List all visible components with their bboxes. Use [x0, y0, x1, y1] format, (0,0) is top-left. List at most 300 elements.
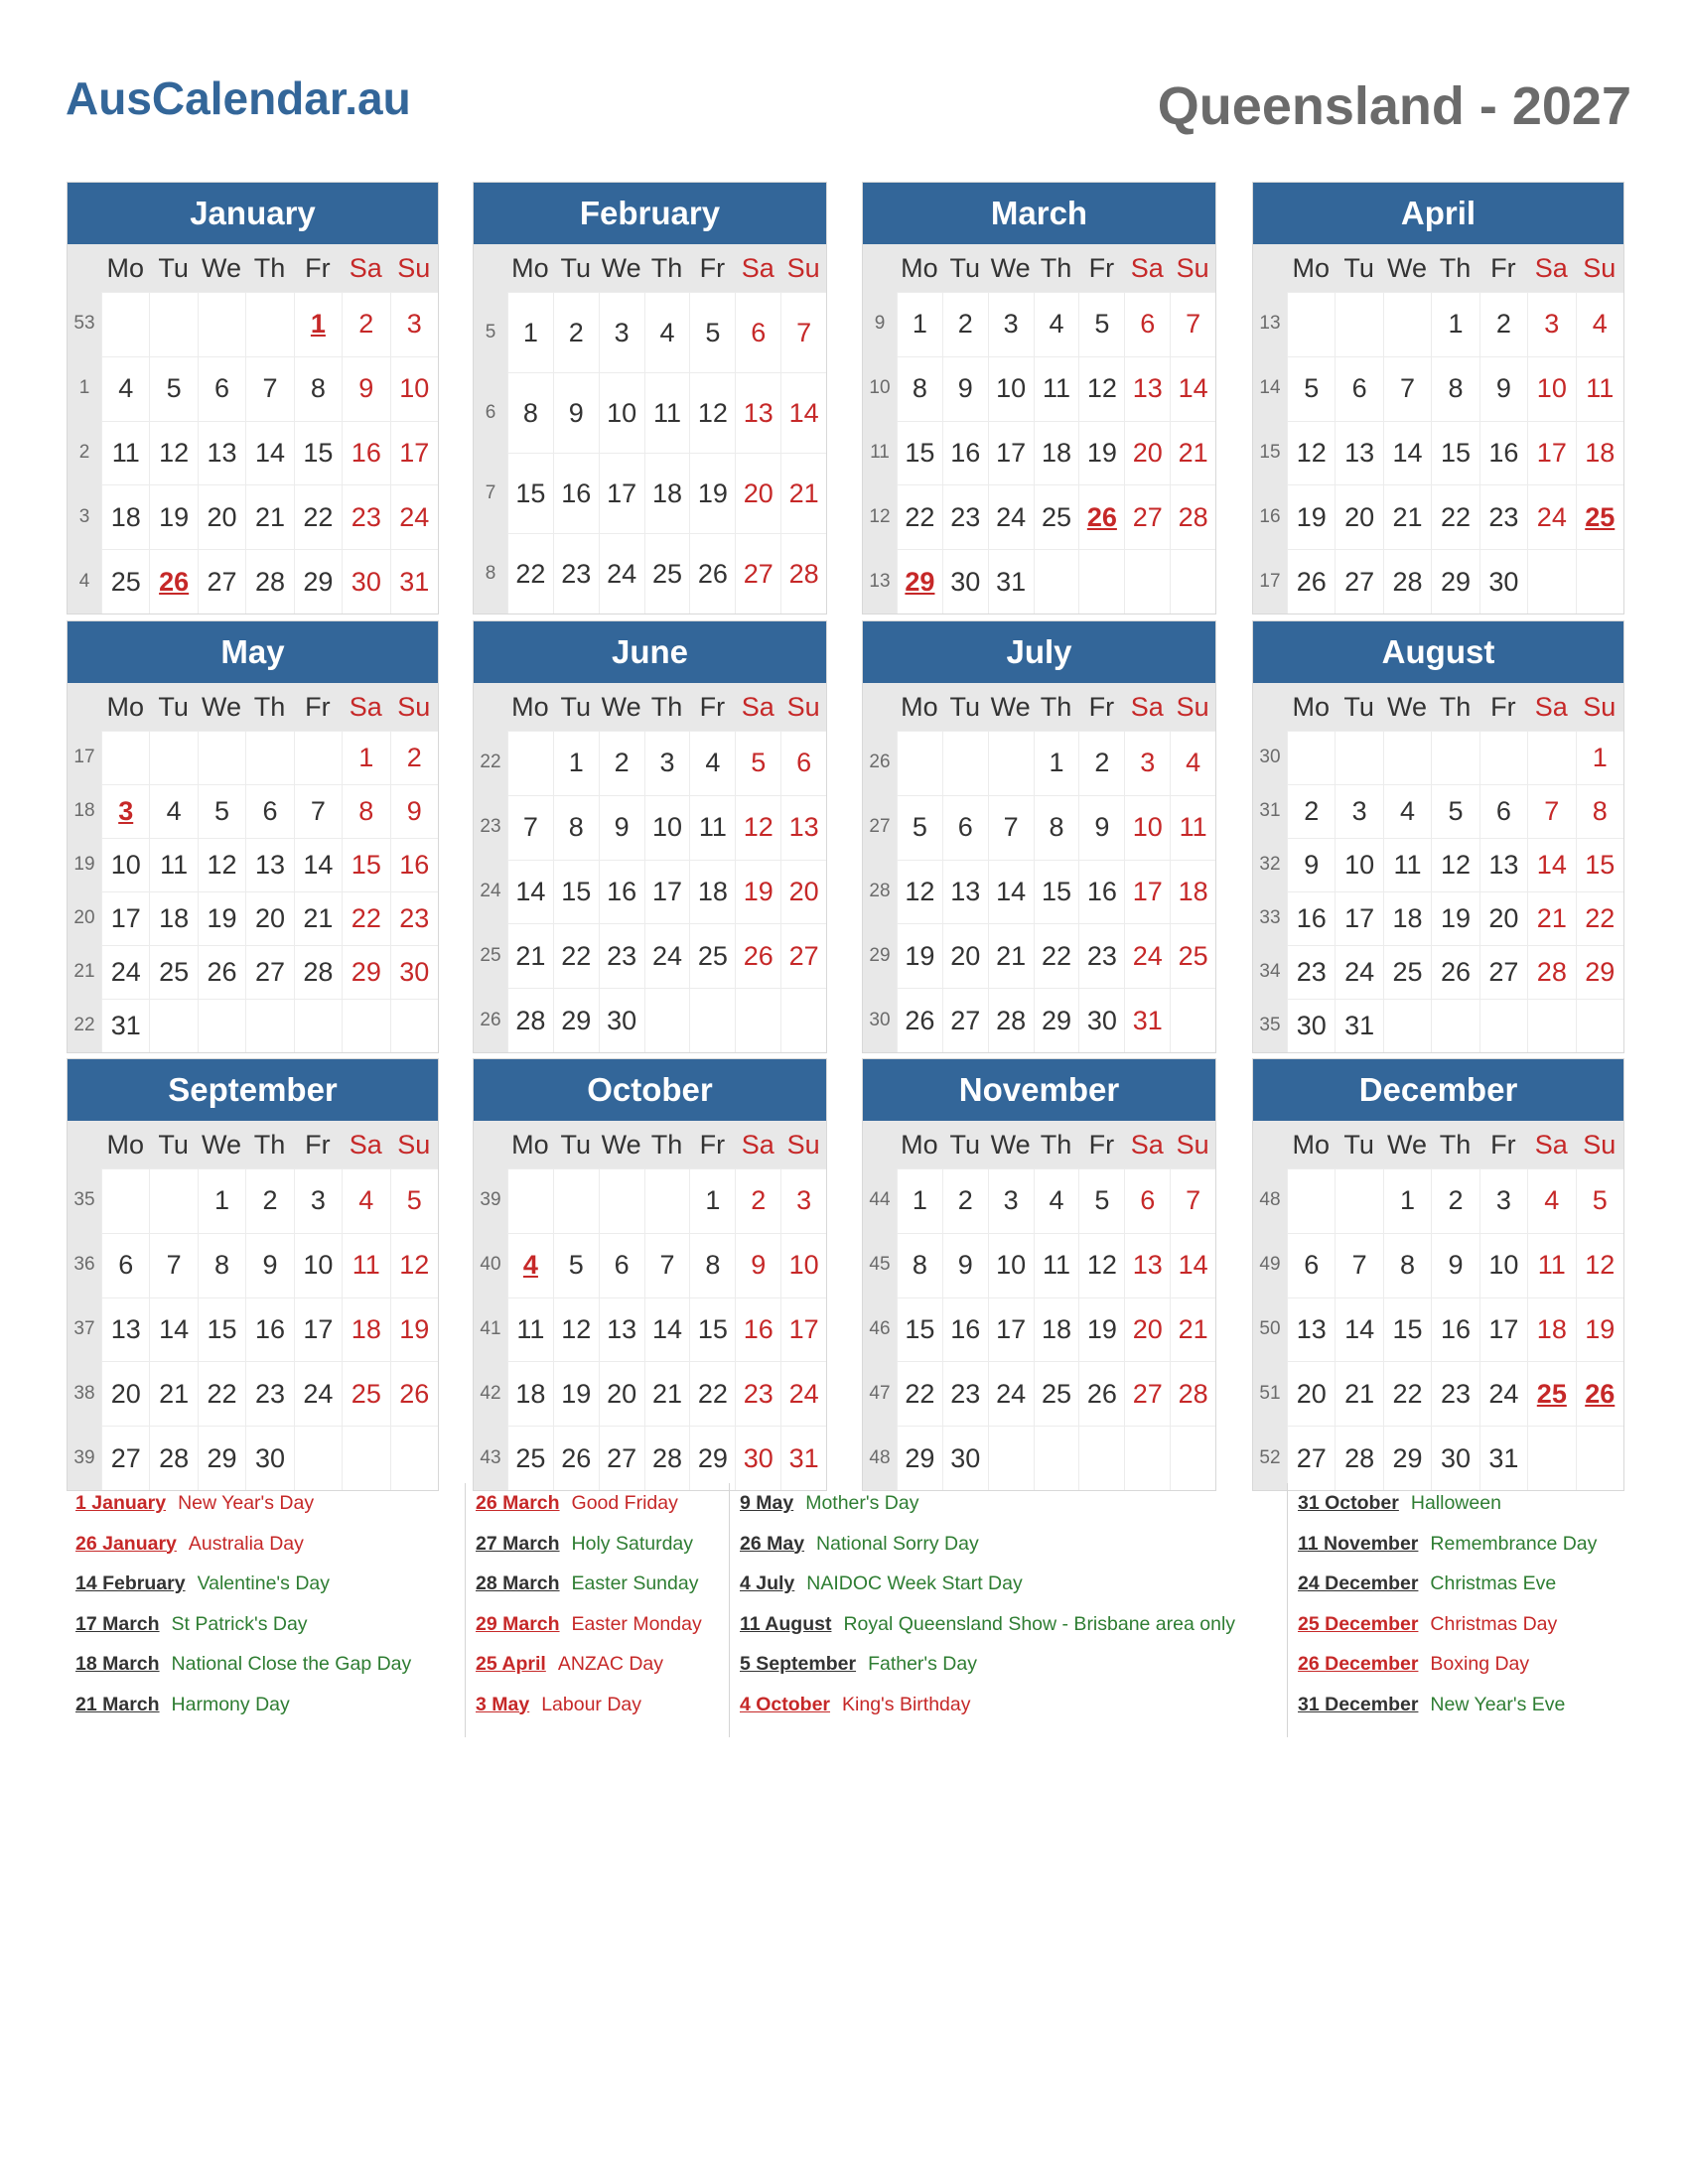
day-cell[interactable]: 28	[245, 549, 293, 614]
day-cell[interactable]: 4	[149, 784, 197, 838]
day-cell[interactable]: 19	[1078, 421, 1124, 485]
day-cell[interactable]: 10	[101, 838, 149, 891]
day-cell[interactable]: 8	[198, 1233, 245, 1297]
day-cell[interactable]: 1	[897, 1168, 942, 1233]
day-cell[interactable]: 16	[390, 838, 438, 891]
day-cell[interactable]: 24	[1527, 484, 1575, 549]
day-cell[interactable]: 14	[1170, 356, 1215, 421]
day-cell[interactable]: 20	[599, 1361, 644, 1426]
day-cell[interactable]: 17	[1479, 1297, 1527, 1362]
holiday-day-cell[interactable]: 25	[1527, 1361, 1575, 1426]
day-cell[interactable]: 11	[507, 1297, 553, 1362]
day-cell[interactable]: 2	[245, 1168, 293, 1233]
day-cell[interactable]: 3	[780, 1168, 826, 1233]
legend-date[interactable]: 21 March	[75, 1693, 160, 1715]
day-cell[interactable]: 8	[507, 372, 553, 453]
day-cell[interactable]: 30	[942, 1426, 988, 1490]
day-cell[interactable]: 12	[689, 372, 735, 453]
day-cell[interactable]: 30	[942, 549, 988, 614]
day-cell[interactable]: 26	[553, 1426, 599, 1490]
day-cell[interactable]: 28	[294, 945, 342, 999]
day-cell[interactable]: 8	[294, 356, 342, 421]
day-cell[interactable]: 27	[599, 1426, 644, 1490]
day-cell[interactable]: 14	[149, 1297, 197, 1362]
day-cell[interactable]: 15	[897, 421, 942, 485]
day-cell[interactable]: 18	[101, 484, 149, 549]
day-cell[interactable]: 13	[1124, 356, 1170, 421]
day-cell[interactable]: 7	[644, 1233, 690, 1297]
day-cell[interactable]: 8	[342, 784, 389, 838]
day-cell[interactable]: 18	[342, 1297, 389, 1362]
day-cell[interactable]: 19	[149, 484, 197, 549]
day-cell[interactable]: 7	[1170, 292, 1215, 356]
day-cell[interactable]: 27	[198, 549, 245, 614]
legend-date[interactable]: 9 May	[740, 1492, 794, 1514]
day-cell[interactable]: 25	[1170, 923, 1215, 988]
day-cell[interactable]: 15	[507, 453, 553, 533]
day-cell[interactable]: 1	[897, 292, 942, 356]
day-cell[interactable]: 9	[599, 795, 644, 860]
day-cell[interactable]: 1	[342, 731, 389, 784]
day-cell[interactable]: 16	[599, 860, 644, 924]
day-cell[interactable]: 26	[1431, 945, 1478, 999]
day-cell[interactable]: 8	[1431, 356, 1478, 421]
day-cell[interactable]: 1	[198, 1168, 245, 1233]
day-cell[interactable]: 31	[390, 549, 438, 614]
day-cell[interactable]: 20	[1335, 484, 1382, 549]
day-cell[interactable]: 9	[1287, 838, 1335, 891]
day-cell[interactable]: 19	[553, 1361, 599, 1426]
day-cell[interactable]: 11	[1034, 1233, 1079, 1297]
day-cell[interactable]: 8	[553, 795, 599, 860]
holiday-day-cell[interactable]: 4	[507, 1233, 553, 1297]
day-cell[interactable]: 3	[599, 292, 644, 372]
day-cell[interactable]: 22	[689, 1361, 735, 1426]
day-cell[interactable]: 9	[735, 1233, 780, 1297]
day-cell[interactable]: 23	[1287, 945, 1335, 999]
day-cell[interactable]: 20	[198, 484, 245, 549]
day-cell[interactable]: 20	[101, 1361, 149, 1426]
day-cell[interactable]: 27	[1479, 945, 1527, 999]
day-cell[interactable]: 1	[1383, 1168, 1431, 1233]
day-cell[interactable]: 20	[1124, 1297, 1170, 1362]
day-cell[interactable]: 6	[1479, 784, 1527, 838]
day-cell[interactable]: 19	[1287, 484, 1335, 549]
day-cell[interactable]: 22	[553, 923, 599, 988]
site-title[interactable]: AusCalendar.au	[66, 72, 411, 124]
day-cell[interactable]: 23	[245, 1361, 293, 1426]
day-cell[interactable]: 3	[1527, 292, 1575, 356]
day-cell[interactable]: 25	[149, 945, 197, 999]
day-cell[interactable]: 7	[1170, 1168, 1215, 1233]
day-cell[interactable]: 14	[644, 1297, 690, 1362]
day-cell[interactable]: 5	[897, 795, 942, 860]
day-cell[interactable]: 3	[1479, 1168, 1527, 1233]
day-cell[interactable]: 21	[644, 1361, 690, 1426]
day-cell[interactable]: 18	[1170, 860, 1215, 924]
day-cell[interactable]: 22	[507, 533, 553, 614]
day-cell[interactable]: 13	[1335, 421, 1382, 485]
day-cell[interactable]: 4	[1170, 731, 1215, 795]
day-cell[interactable]: 28	[1170, 484, 1215, 549]
day-cell[interactable]: 27	[780, 923, 826, 988]
day-cell[interactable]: 15	[294, 421, 342, 485]
day-cell[interactable]: 29	[689, 1426, 735, 1490]
day-cell[interactable]: 18	[689, 860, 735, 924]
day-cell[interactable]: 11	[1527, 1233, 1575, 1297]
day-cell[interactable]: 16	[1431, 1297, 1478, 1362]
day-cell[interactable]: 26	[1287, 549, 1335, 614]
day-cell[interactable]: 16	[942, 1297, 988, 1362]
day-cell[interactable]: 9	[1431, 1233, 1478, 1297]
day-cell[interactable]: 14	[780, 372, 826, 453]
day-cell[interactable]: 31	[101, 999, 149, 1052]
legend-date[interactable]: 11 November	[1298, 1532, 1419, 1555]
day-cell[interactable]: 5	[735, 731, 780, 795]
day-cell[interactable]: 21	[1335, 1361, 1382, 1426]
day-cell[interactable]: 22	[198, 1361, 245, 1426]
day-cell[interactable]: 1	[1431, 292, 1478, 356]
day-cell[interactable]: 28	[149, 1426, 197, 1490]
day-cell[interactable]: 29	[294, 549, 342, 614]
day-cell[interactable]: 15	[689, 1297, 735, 1362]
day-cell[interactable]: 28	[1383, 549, 1431, 614]
holiday-day-cell[interactable]: 3	[101, 784, 149, 838]
day-cell[interactable]: 29	[1383, 1426, 1431, 1490]
day-cell[interactable]: 21	[245, 484, 293, 549]
day-cell[interactable]: 23	[1078, 923, 1124, 988]
day-cell[interactable]: 16	[1479, 421, 1527, 485]
day-cell[interactable]: 22	[1431, 484, 1478, 549]
day-cell[interactable]: 20	[1124, 421, 1170, 485]
day-cell[interactable]: 11	[644, 372, 690, 453]
day-cell[interactable]: 5	[149, 356, 197, 421]
legend-date[interactable]: 26 January	[75, 1532, 177, 1555]
day-cell[interactable]: 11	[689, 795, 735, 860]
day-cell[interactable]: 25	[507, 1426, 553, 1490]
day-cell[interactable]: 4	[644, 292, 690, 372]
day-cell[interactable]: 29	[342, 945, 389, 999]
day-cell[interactable]: 21	[507, 923, 553, 988]
day-cell[interactable]: 20	[780, 860, 826, 924]
day-cell[interactable]: 19	[198, 891, 245, 945]
day-cell[interactable]: 10	[1335, 838, 1382, 891]
day-cell[interactable]: 4	[342, 1168, 389, 1233]
day-cell[interactable]: 11	[149, 838, 197, 891]
legend-date[interactable]: 25 April	[476, 1653, 546, 1675]
day-cell[interactable]: 17	[988, 1297, 1034, 1362]
day-cell[interactable]: 7	[245, 356, 293, 421]
day-cell[interactable]: 13	[101, 1297, 149, 1362]
day-cell[interactable]: 4	[1034, 1168, 1079, 1233]
day-cell[interactable]: 2	[942, 1168, 988, 1233]
day-cell[interactable]: 2	[390, 731, 438, 784]
day-cell[interactable]: 18	[1576, 421, 1623, 485]
day-cell[interactable]: 14	[245, 421, 293, 485]
day-cell[interactable]: 10	[988, 1233, 1034, 1297]
day-cell[interactable]: 10	[780, 1233, 826, 1297]
day-cell[interactable]: 26	[1078, 1361, 1124, 1426]
day-cell[interactable]: 25	[689, 923, 735, 988]
day-cell[interactable]: 12	[553, 1297, 599, 1362]
day-cell[interactable]: 28	[507, 988, 553, 1052]
day-cell[interactable]: 23	[942, 484, 988, 549]
day-cell[interactable]: 23	[342, 484, 389, 549]
day-cell[interactable]: 16	[1078, 860, 1124, 924]
legend-date[interactable]: 31 October	[1298, 1492, 1399, 1514]
day-cell[interactable]: 6	[599, 1233, 644, 1297]
day-cell[interactable]: 24	[1479, 1361, 1527, 1426]
day-cell[interactable]: 3	[294, 1168, 342, 1233]
day-cell[interactable]: 8	[1383, 1233, 1431, 1297]
day-cell[interactable]: 12	[1078, 356, 1124, 421]
day-cell[interactable]: 24	[390, 484, 438, 549]
legend-date[interactable]: 26 May	[740, 1532, 805, 1555]
day-cell[interactable]: 20	[942, 923, 988, 988]
day-cell[interactable]: 17	[988, 421, 1034, 485]
day-cell[interactable]: 17	[390, 421, 438, 485]
day-cell[interactable]: 9	[1078, 795, 1124, 860]
day-cell[interactable]: 22	[1576, 891, 1623, 945]
day-cell[interactable]: 19	[689, 453, 735, 533]
day-cell[interactable]: 13	[735, 372, 780, 453]
day-cell[interactable]: 8	[897, 1233, 942, 1297]
day-cell[interactable]: 15	[1034, 860, 1079, 924]
holiday-day-cell[interactable]: 26	[149, 549, 197, 614]
day-cell[interactable]: 14	[1335, 1297, 1382, 1362]
day-cell[interactable]: 5	[1431, 784, 1478, 838]
day-cell[interactable]: 5	[1078, 1168, 1124, 1233]
day-cell[interactable]: 22	[897, 484, 942, 549]
day-cell[interactable]: 11	[1576, 356, 1623, 421]
legend-date[interactable]: 25 December	[1298, 1612, 1419, 1635]
day-cell[interactable]: 16	[342, 421, 389, 485]
day-cell[interactable]: 30	[1479, 549, 1527, 614]
day-cell[interactable]: 9	[1479, 356, 1527, 421]
day-cell[interactable]: 10	[1527, 356, 1575, 421]
day-cell[interactable]: 7	[294, 784, 342, 838]
day-cell[interactable]: 23	[1431, 1361, 1478, 1426]
day-cell[interactable]: 10	[294, 1233, 342, 1297]
day-cell[interactable]: 6	[198, 356, 245, 421]
day-cell[interactable]: 30	[1287, 999, 1335, 1052]
day-cell[interactable]: 25	[1034, 1361, 1079, 1426]
day-cell[interactable]: 13	[780, 795, 826, 860]
day-cell[interactable]: 12	[1576, 1233, 1623, 1297]
day-cell[interactable]: 27	[735, 533, 780, 614]
legend-date[interactable]: 24 December	[1298, 1572, 1419, 1594]
day-cell[interactable]: 10	[1479, 1233, 1527, 1297]
day-cell[interactable]: 10	[1124, 795, 1170, 860]
day-cell[interactable]: 25	[101, 549, 149, 614]
day-cell[interactable]: 27	[1287, 1426, 1335, 1490]
day-cell[interactable]: 13	[245, 838, 293, 891]
day-cell[interactable]: 1	[689, 1168, 735, 1233]
day-cell[interactable]: 5	[689, 292, 735, 372]
legend-date[interactable]: 18 March	[75, 1653, 160, 1675]
legend-date[interactable]: 3 May	[476, 1693, 530, 1715]
day-cell[interactable]: 30	[342, 549, 389, 614]
day-cell[interactable]: 10	[599, 372, 644, 453]
day-cell[interactable]: 28	[1335, 1426, 1382, 1490]
day-cell[interactable]: 24	[101, 945, 149, 999]
day-cell[interactable]: 1	[1034, 731, 1079, 795]
day-cell[interactable]: 15	[1431, 421, 1478, 485]
day-cell[interactable]: 15	[342, 838, 389, 891]
holiday-day-cell[interactable]: 26	[1576, 1361, 1623, 1426]
day-cell[interactable]: 18	[644, 453, 690, 533]
day-cell[interactable]: 5	[198, 784, 245, 838]
day-cell[interactable]: 5	[1078, 292, 1124, 356]
day-cell[interactable]: 30	[1078, 988, 1124, 1052]
day-cell[interactable]: 16	[942, 421, 988, 485]
day-cell[interactable]: 24	[1335, 945, 1382, 999]
holiday-day-cell[interactable]: 25	[1576, 484, 1623, 549]
day-cell[interactable]: 7	[1383, 356, 1431, 421]
legend-date[interactable]: 28 March	[476, 1572, 560, 1594]
day-cell[interactable]: 2	[553, 292, 599, 372]
day-cell[interactable]: 19	[1078, 1297, 1124, 1362]
day-cell[interactable]: 12	[1431, 838, 1478, 891]
day-cell[interactable]: 12	[1078, 1233, 1124, 1297]
day-cell[interactable]: 10	[644, 795, 690, 860]
day-cell[interactable]: 30	[390, 945, 438, 999]
day-cell[interactable]: 25	[1034, 484, 1079, 549]
day-cell[interactable]: 18	[507, 1361, 553, 1426]
day-cell[interactable]: 30	[599, 988, 644, 1052]
day-cell[interactable]: 4	[101, 356, 149, 421]
day-cell[interactable]: 14	[1170, 1233, 1215, 1297]
day-cell[interactable]: 4	[1034, 292, 1079, 356]
day-cell[interactable]: 23	[735, 1361, 780, 1426]
day-cell[interactable]: 5	[390, 1168, 438, 1233]
day-cell[interactable]: 2	[1479, 292, 1527, 356]
day-cell[interactable]: 25	[1383, 945, 1431, 999]
day-cell[interactable]: 28	[988, 988, 1034, 1052]
day-cell[interactable]: 5	[1576, 1168, 1623, 1233]
day-cell[interactable]: 17	[294, 1297, 342, 1362]
day-cell[interactable]: 7	[1527, 784, 1575, 838]
day-cell[interactable]: 30	[735, 1426, 780, 1490]
day-cell[interactable]: 30	[245, 1426, 293, 1490]
day-cell[interactable]: 17	[644, 860, 690, 924]
day-cell[interactable]: 19	[390, 1297, 438, 1362]
day-cell[interactable]: 8	[689, 1233, 735, 1297]
day-cell[interactable]: 21	[1383, 484, 1431, 549]
day-cell[interactable]: 6	[735, 292, 780, 372]
holiday-day-cell[interactable]: 26	[1078, 484, 1124, 549]
day-cell[interactable]: 3	[1335, 784, 1382, 838]
day-cell[interactable]: 22	[1383, 1361, 1431, 1426]
day-cell[interactable]: 9	[245, 1233, 293, 1297]
legend-date[interactable]: 11 August	[740, 1612, 832, 1635]
day-cell[interactable]: 2	[599, 731, 644, 795]
legend-date[interactable]: 5 September	[740, 1653, 857, 1675]
day-cell[interactable]: 26	[198, 945, 245, 999]
day-cell[interactable]: 28	[644, 1426, 690, 1490]
day-cell[interactable]: 14	[1527, 838, 1575, 891]
legend-date[interactable]: 27 March	[476, 1532, 560, 1555]
day-cell[interactable]: 2	[1287, 784, 1335, 838]
day-cell[interactable]: 19	[1576, 1297, 1623, 1362]
day-cell[interactable]: 27	[245, 945, 293, 999]
day-cell[interactable]: 24	[988, 1361, 1034, 1426]
day-cell[interactable]: 24	[988, 484, 1034, 549]
day-cell[interactable]: 12	[149, 421, 197, 485]
day-cell[interactable]: 16	[735, 1297, 780, 1362]
day-cell[interactable]: 28	[1170, 1361, 1215, 1426]
day-cell[interactable]: 17	[1335, 891, 1382, 945]
day-cell[interactable]: 23	[599, 923, 644, 988]
day-cell[interactable]: 6	[245, 784, 293, 838]
day-cell[interactable]: 23	[553, 533, 599, 614]
day-cell[interactable]: 19	[735, 860, 780, 924]
day-cell[interactable]: 17	[599, 453, 644, 533]
day-cell[interactable]: 29	[198, 1426, 245, 1490]
day-cell[interactable]: 9	[942, 356, 988, 421]
day-cell[interactable]: 14	[294, 838, 342, 891]
day-cell[interactable]: 8	[897, 356, 942, 421]
day-cell[interactable]: 10	[390, 356, 438, 421]
day-cell[interactable]: 28	[1527, 945, 1575, 999]
legend-date[interactable]: 4 July	[740, 1572, 795, 1594]
day-cell[interactable]: 25	[644, 533, 690, 614]
day-cell[interactable]: 7	[1335, 1233, 1382, 1297]
day-cell[interactable]: 7	[507, 795, 553, 860]
day-cell[interactable]: 7	[988, 795, 1034, 860]
day-cell[interactable]: 3	[1124, 731, 1170, 795]
day-cell[interactable]: 12	[897, 860, 942, 924]
legend-date[interactable]: 26 March	[476, 1492, 560, 1514]
day-cell[interactable]: 21	[294, 891, 342, 945]
day-cell[interactable]: 6	[780, 731, 826, 795]
day-cell[interactable]: 6	[942, 795, 988, 860]
day-cell[interactable]: 26	[689, 533, 735, 614]
day-cell[interactable]: 22	[294, 484, 342, 549]
day-cell[interactable]: 17	[780, 1297, 826, 1362]
day-cell[interactable]: 22	[342, 891, 389, 945]
day-cell[interactable]: 29	[1034, 988, 1079, 1052]
day-cell[interactable]: 21	[1170, 421, 1215, 485]
day-cell[interactable]: 13	[599, 1297, 644, 1362]
day-cell[interactable]: 29	[1431, 549, 1478, 614]
legend-date[interactable]: 14 February	[75, 1572, 186, 1594]
day-cell[interactable]: 10	[988, 356, 1034, 421]
day-cell[interactable]: 9	[942, 1233, 988, 1297]
holiday-day-cell[interactable]: 29	[897, 549, 942, 614]
day-cell[interactable]: 20	[245, 891, 293, 945]
day-cell[interactable]: 29	[897, 1426, 942, 1490]
day-cell[interactable]: 11	[1170, 795, 1215, 860]
day-cell[interactable]: 1	[1576, 731, 1623, 784]
day-cell[interactable]: 25	[342, 1361, 389, 1426]
day-cell[interactable]: 17	[101, 891, 149, 945]
day-cell[interactable]: 28	[780, 533, 826, 614]
day-cell[interactable]: 13	[1124, 1233, 1170, 1297]
legend-date[interactable]: 26 December	[1298, 1653, 1419, 1675]
day-cell[interactable]: 11	[1034, 356, 1079, 421]
day-cell[interactable]: 27	[1335, 549, 1382, 614]
day-cell[interactable]: 8	[1034, 795, 1079, 860]
day-cell[interactable]: 27	[1124, 1361, 1170, 1426]
day-cell[interactable]: 4	[689, 731, 735, 795]
day-cell[interactable]: 17	[1124, 860, 1170, 924]
day-cell[interactable]: 21	[1527, 891, 1575, 945]
day-cell[interactable]: 3	[644, 731, 690, 795]
day-cell[interactable]: 14	[1383, 421, 1431, 485]
day-cell[interactable]: 21	[780, 453, 826, 533]
day-cell[interactable]: 2	[1078, 731, 1124, 795]
